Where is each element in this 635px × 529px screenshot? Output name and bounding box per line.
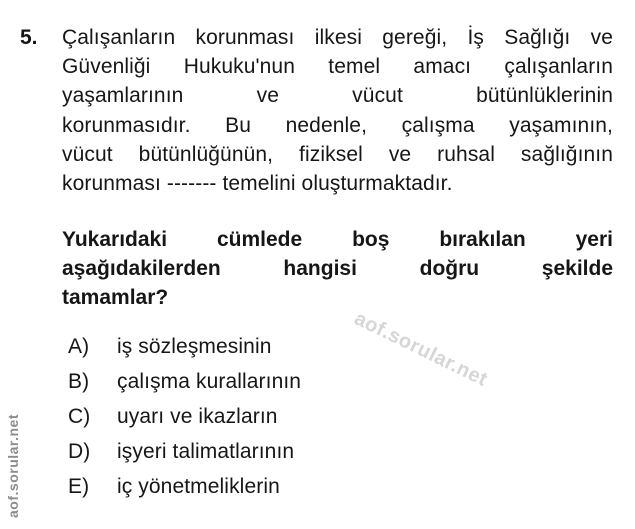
option-c-text: uyarı ve ikazların <box>117 405 278 428</box>
option-e-text: iç yönetmeliklerin <box>117 475 280 498</box>
watermark-left-vertical: aof.sorular.net <box>5 414 21 518</box>
question-stem <box>62 23 613 198</box>
watermark-diagonal: aof.sorular.net <box>350 307 492 391</box>
prompt-line: Yukarıdaki cümlede boş bırakılan yeri <box>62 228 613 251</box>
option-a-text: iş sözleşmesinin <box>117 335 272 358</box>
stem-line: Çalışanların korunması ilkesi gereği, İş Sağlığı ve <box>62 26 613 49</box>
option-c-letter: C) <box>68 405 91 428</box>
question-prompt <box>62 225 613 312</box>
stem-line: vücut bütünlüğünün, fiziksel ve ruhsal sağlığının <box>62 142 613 166</box>
option-b <box>0 364 635 399</box>
option-a <box>0 329 635 364</box>
options-list <box>0 329 635 504</box>
option-b-text: çalışma kurallarının <box>117 370 302 393</box>
option-d-letter: D) <box>68 440 91 463</box>
stem-line: Güvenliği Hukuku'nun temel amacı çalışanların <box>62 55 613 79</box>
stem-line: korunması ------- temelini oluşturmaktadır. <box>62 172 453 196</box>
stem-line: korunmasıdır. Bu nedenle, çalışma yaşamının, <box>62 113 613 137</box>
option-e-letter: E) <box>68 475 90 498</box>
option-e <box>0 469 635 504</box>
question-number: 5. <box>20 26 38 49</box>
option-d <box>0 434 635 469</box>
stem-line: yaşamlarının ve vücut bütünlüklerinin <box>62 84 613 108</box>
option-c <box>0 399 635 434</box>
prompt-line: tamamlar? <box>62 286 169 309</box>
option-d-text: işyeri talimatlarının <box>117 440 295 463</box>
option-a-letter: A) <box>68 335 90 358</box>
prompt-line: aşağıdakilerden hangisi doğru şekilde <box>62 257 613 280</box>
option-b-letter: B) <box>68 370 90 393</box>
